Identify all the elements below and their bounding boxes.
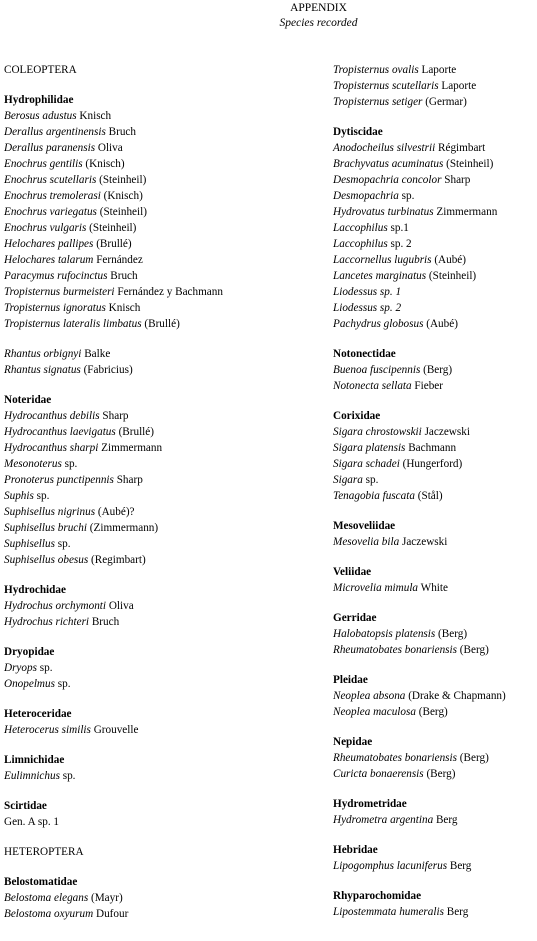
section-spacer <box>333 504 537 518</box>
family-heading: Hydrophilidae <box>4 94 74 106</box>
species-name: Pachydrus globosus <box>333 318 424 330</box>
order-heading: COLEOPTERA <box>4 64 77 76</box>
species-name: Desmopachria concolor <box>333 174 442 186</box>
species-name: Enochrus vulgaris <box>4 222 87 234</box>
appendix-title: APPENDIX <box>290 2 347 14</box>
species-author: sp. <box>36 490 50 502</box>
section-spacer <box>333 782 537 796</box>
species-author: (Brullé) <box>118 426 154 438</box>
section-spacer <box>4 784 329 798</box>
species-author: (Stål) <box>417 490 443 502</box>
species-author: (Berg) <box>418 706 448 718</box>
species-author: (Zimmermann) <box>89 522 159 534</box>
species-author: Bruch <box>108 126 136 138</box>
family-heading: Rhyparochomidae <box>333 890 422 902</box>
species-entry <box>333 78 537 94</box>
species-author: (Hungerford) <box>402 458 463 470</box>
species-name: Hydrocanthus debilis <box>4 410 100 422</box>
species-entry <box>4 156 329 172</box>
species-name: Helochares talarum <box>4 254 94 266</box>
species-entry <box>333 268 537 284</box>
species-author: Bachmann <box>408 442 457 454</box>
species-name: Neoplea maculosa <box>333 706 416 718</box>
species-name: Buenoa fuscipennis <box>333 364 421 376</box>
species-name: Laccornellus lugubris <box>333 254 432 266</box>
species-entry <box>4 408 329 424</box>
species-entry <box>333 626 537 642</box>
species-author: sp. <box>64 458 78 470</box>
section-spacer <box>333 550 537 564</box>
family-heading: Scirtidae <box>4 800 47 812</box>
species-entry: Liodessus sp. 2 <box>333 302 402 314</box>
section-spacer <box>4 692 329 706</box>
species-author: (Aubé) <box>426 318 458 330</box>
species-entry <box>4 124 329 140</box>
species-entry <box>4 660 329 676</box>
species-name: Eulimnichus <box>4 770 60 782</box>
family-heading: Dryopidae <box>4 646 55 658</box>
species-author: Knisch <box>108 302 141 314</box>
species-entry <box>4 220 329 236</box>
species-entry <box>333 642 537 658</box>
family-heading: Noteridae <box>4 394 52 406</box>
species-entry <box>4 440 329 456</box>
family-heading: Hydrochidae <box>4 584 66 596</box>
species-entry <box>4 424 329 440</box>
species-author: (Berg) <box>459 644 489 656</box>
species-name: Tropisternus lateralis limbatus <box>4 318 142 330</box>
family-heading: Mesoveliidae <box>333 520 396 532</box>
species-author: Laporte <box>441 80 477 92</box>
species-entry <box>333 750 537 766</box>
species-author: (Steinheil) <box>99 174 147 186</box>
species-author: Dufour <box>95 908 129 920</box>
family-heading: Heteroceridae <box>4 708 72 720</box>
species-entry <box>333 688 537 704</box>
species-author: Laporte <box>421 64 457 76</box>
species-author: (Germar) <box>425 96 467 108</box>
species-name: Derallus paranensis <box>4 142 96 154</box>
species-name: Brachyvatus acuminatus <box>333 158 444 170</box>
species-name: Suphisellus <box>4 538 55 550</box>
species-entry <box>4 188 329 204</box>
section-spacer <box>4 630 329 644</box>
species-entry <box>4 284 329 300</box>
species-name: Tropisternus setiger <box>333 96 423 108</box>
species-name: Hydrochus orchymonti <box>4 600 107 612</box>
species-name: Rhantus orbignyi <box>4 348 82 360</box>
species-author: Berg <box>449 860 472 872</box>
species-name: Lancetes marginatus <box>333 270 427 282</box>
species-entry <box>4 140 329 156</box>
species-entry <box>333 220 537 236</box>
species-entry <box>333 316 537 332</box>
species-entry <box>333 488 537 504</box>
species-name: Enochrus gentilis <box>4 158 83 170</box>
species-author: Sharp <box>102 410 129 422</box>
section-spacer <box>333 720 537 734</box>
species-entry: Gen. A sp. 1 <box>4 816 60 828</box>
species-name: Heterocerus similis <box>4 724 91 736</box>
species-name: Pronoterus punctipennis <box>4 474 114 486</box>
species-author: sp. <box>62 770 76 782</box>
species-name: Belostoma elegans <box>4 892 89 904</box>
species-author: Fieber <box>414 380 444 392</box>
family-heading: Nepidae <box>333 736 373 748</box>
species-author: Zimmermann <box>101 442 163 454</box>
species-name: Onopelmus <box>4 678 55 690</box>
section-spacer <box>4 78 329 92</box>
species-author: Balke <box>84 348 111 360</box>
species-author: (Berg) <box>426 768 456 780</box>
species-name: Laccophilus <box>333 238 388 250</box>
species-entry <box>333 704 537 720</box>
section-spacer <box>4 378 329 392</box>
species-author: (Berg) <box>423 364 453 376</box>
family-heading: Hebridae <box>333 844 378 856</box>
species-name: Suphisellus bruchi <box>4 522 87 534</box>
species-entry <box>4 768 329 784</box>
species-entry <box>4 108 329 124</box>
species-name: Sigara chrostowskii <box>333 426 422 438</box>
species-name: Enochrus scutellaris <box>4 174 97 186</box>
species-name: Notonecta sellata <box>333 380 412 392</box>
species-author: Berg <box>446 906 469 918</box>
section-spacer <box>333 658 537 672</box>
left-column <box>4 62 329 922</box>
section-spacer <box>333 110 537 124</box>
section-spacer <box>333 596 537 610</box>
species-entry <box>333 252 537 268</box>
species-author: sp. <box>57 678 71 690</box>
species-name: Curicta bonaerensis <box>333 768 424 780</box>
species-author: (Fabricius) <box>83 364 133 376</box>
species-name: Laccophilus <box>333 222 388 234</box>
species-name: Mesonoterus <box>4 458 62 470</box>
species-name: Hydrovatus turbinatus <box>333 206 434 218</box>
species-entry <box>333 156 537 172</box>
species-author: Sharp <box>116 474 143 486</box>
species-author: Zimmermann <box>436 206 498 218</box>
species-entry <box>4 906 329 922</box>
species-name: Helochares pallipes <box>4 238 94 250</box>
species-author: (Brullé) <box>96 238 132 250</box>
species-author: Berg <box>435 814 458 826</box>
species-entry <box>4 236 329 252</box>
species-author: Fernández y Bachmann <box>117 286 223 298</box>
species-name: Berosus adustus <box>4 110 77 122</box>
species-entry <box>333 440 537 456</box>
species-name: Hydrocanthus laevigatus <box>4 426 116 438</box>
species-entry <box>333 236 537 252</box>
species-name: Tenagobia fuscata <box>333 490 415 502</box>
family-heading: Gerridae <box>333 612 377 624</box>
species-name: Microvelia mimula <box>333 582 419 594</box>
right-column <box>333 62 537 920</box>
family-heading: Notonectidae <box>333 348 396 360</box>
species-name: Paracymus rufocinctus <box>4 270 108 282</box>
species-name: Neoplea absona <box>333 690 406 702</box>
species-entry <box>4 598 329 614</box>
species-author: sp.1 <box>390 222 409 234</box>
family-heading: Belostomatidae <box>4 876 78 888</box>
species-entry <box>4 456 329 472</box>
section-spacer <box>333 874 537 888</box>
section-spacer <box>4 332 329 346</box>
species-entry <box>333 62 537 78</box>
species-entry <box>4 252 329 268</box>
species-author: (Steinheil) <box>99 206 147 218</box>
species-entry <box>333 172 537 188</box>
species-entry <box>4 676 329 692</box>
species-entry <box>4 268 329 284</box>
section-spacer <box>4 860 329 874</box>
species-entry <box>4 614 329 630</box>
species-name: Tropisternus burmeisteri <box>4 286 115 298</box>
species-entry <box>4 488 329 504</box>
species-name: Enochrus variegatus <box>4 206 97 218</box>
species-entry <box>4 890 329 906</box>
species-entry <box>333 472 537 488</box>
species-name: Desmopachria <box>333 190 399 202</box>
species-author: Régimbart <box>438 142 486 154</box>
species-entry <box>333 858 537 874</box>
species-entry <box>333 580 537 596</box>
species-name: Suphisellus nigrinus <box>4 506 96 518</box>
species-entry <box>333 362 537 378</box>
species-entry <box>333 424 537 440</box>
species-name: Sigara <box>333 474 363 486</box>
page-header <box>0 1 537 31</box>
species-name: Suphisellus obesus <box>4 554 89 566</box>
appendix-subtitle: Species recorded <box>279 17 358 29</box>
section-spacer <box>333 828 537 842</box>
species-entry <box>4 552 329 568</box>
species-author: Jaczewski <box>401 536 448 548</box>
species-entry <box>4 722 329 738</box>
species-entry <box>333 378 537 394</box>
family-heading: Limnichidae <box>4 754 65 766</box>
species-author: sp. 2 <box>390 238 412 250</box>
species-author: Grouvelle <box>93 724 139 736</box>
species-name: Lipogomphus lacuniferus <box>333 860 448 872</box>
order-heading: HETEROPTERA <box>4 846 84 858</box>
species-entry <box>4 536 329 552</box>
species-entry <box>333 204 537 220</box>
section-spacer <box>4 738 329 752</box>
family-heading: Dytiscidae <box>333 126 383 138</box>
species-author: Fernández <box>96 254 143 266</box>
species-entry <box>4 520 329 536</box>
species-author: (Knisch) <box>85 158 125 170</box>
species-author: (Steinheil) <box>428 270 477 282</box>
species-author: (Drake & Chapmann) <box>408 690 506 702</box>
species-name: Belostoma oxyurum <box>4 908 94 920</box>
family-heading: Corixidae <box>333 410 381 422</box>
species-entry <box>333 94 537 110</box>
species-author: (Knisch) <box>103 190 143 202</box>
species-name: Tropisternus ignoratus <box>4 302 106 314</box>
species-name: Enochrus tremolerasi <box>4 190 101 202</box>
species-author: sp. <box>39 662 53 674</box>
species-author: (Steinheil) <box>446 158 494 170</box>
species-entry <box>4 204 329 220</box>
species-entry <box>333 812 537 828</box>
species-entry: Liodessus sp. 1 <box>333 286 402 298</box>
species-entry <box>4 300 329 316</box>
species-entry <box>4 316 329 332</box>
species-entry <box>4 504 329 520</box>
species-author: Jaczewski <box>424 426 470 438</box>
family-heading: Hydrometridae <box>333 798 407 810</box>
species-name: Tropisternus scutellaris <box>333 80 439 92</box>
section-spacer <box>333 394 537 408</box>
species-author: Knisch <box>79 110 112 122</box>
species-author: Bruch <box>91 616 120 628</box>
species-entry <box>333 188 537 204</box>
species-name: Sigara schadei <box>333 458 400 470</box>
species-name: Rheumatobates bonariensis <box>333 752 457 764</box>
species-entry <box>4 472 329 488</box>
species-name: Sigara platensis <box>333 442 406 454</box>
species-author: Sharp <box>444 174 471 186</box>
species-author: (Aubé)? <box>97 506 135 518</box>
species-author: White <box>420 582 448 594</box>
species-entry <box>333 534 537 550</box>
species-name: Rheumatobates bonariensis <box>333 644 457 656</box>
species-author: (Mayr) <box>91 892 123 904</box>
species-name: Tropisternus ovalis <box>333 64 419 76</box>
species-author: (Regimbart) <box>91 554 146 566</box>
section-spacer <box>333 332 537 346</box>
section-spacer <box>4 830 329 844</box>
species-entry <box>333 766 537 782</box>
species-author: Bruch <box>110 270 138 282</box>
species-author: sp. <box>57 538 71 550</box>
section-spacer <box>4 568 329 582</box>
species-entry <box>333 904 537 920</box>
species-name: Suphis <box>4 490 34 502</box>
species-name: Hydrocanthus sharpi <box>4 442 99 454</box>
species-name: Anodocheilus silvestrii <box>333 142 436 154</box>
species-entry <box>4 362 329 378</box>
species-author: sp. <box>365 474 379 486</box>
species-name: Halobatopsis platensis <box>333 628 436 640</box>
species-name: Mesovelia bila <box>333 536 400 548</box>
species-name: Dryops <box>4 662 37 674</box>
species-name: Lipostemmata humeralis <box>333 906 444 918</box>
species-entry <box>4 172 329 188</box>
species-author: (Steinheil) <box>89 222 137 234</box>
species-author: (Aubé) <box>434 254 466 266</box>
family-heading: Veliidae <box>333 566 372 578</box>
species-author: (Brullé) <box>144 318 180 330</box>
species-author: (Berg) <box>438 628 468 640</box>
species-name: Rhantus signatus <box>4 364 81 376</box>
species-author: sp. <box>401 190 415 202</box>
species-entry <box>333 140 537 156</box>
species-name: Derallus argentinensis <box>4 126 106 138</box>
species-name: Hydrochus richteri <box>4 616 90 628</box>
species-author: Oliva <box>108 600 134 612</box>
family-heading: Pleidae <box>333 674 368 686</box>
species-author: (Berg) <box>459 752 489 764</box>
species-entry <box>333 456 537 472</box>
species-author: Oliva <box>97 142 123 154</box>
species-entry <box>4 346 329 362</box>
species-name: Hydrometra argentina <box>333 814 434 826</box>
